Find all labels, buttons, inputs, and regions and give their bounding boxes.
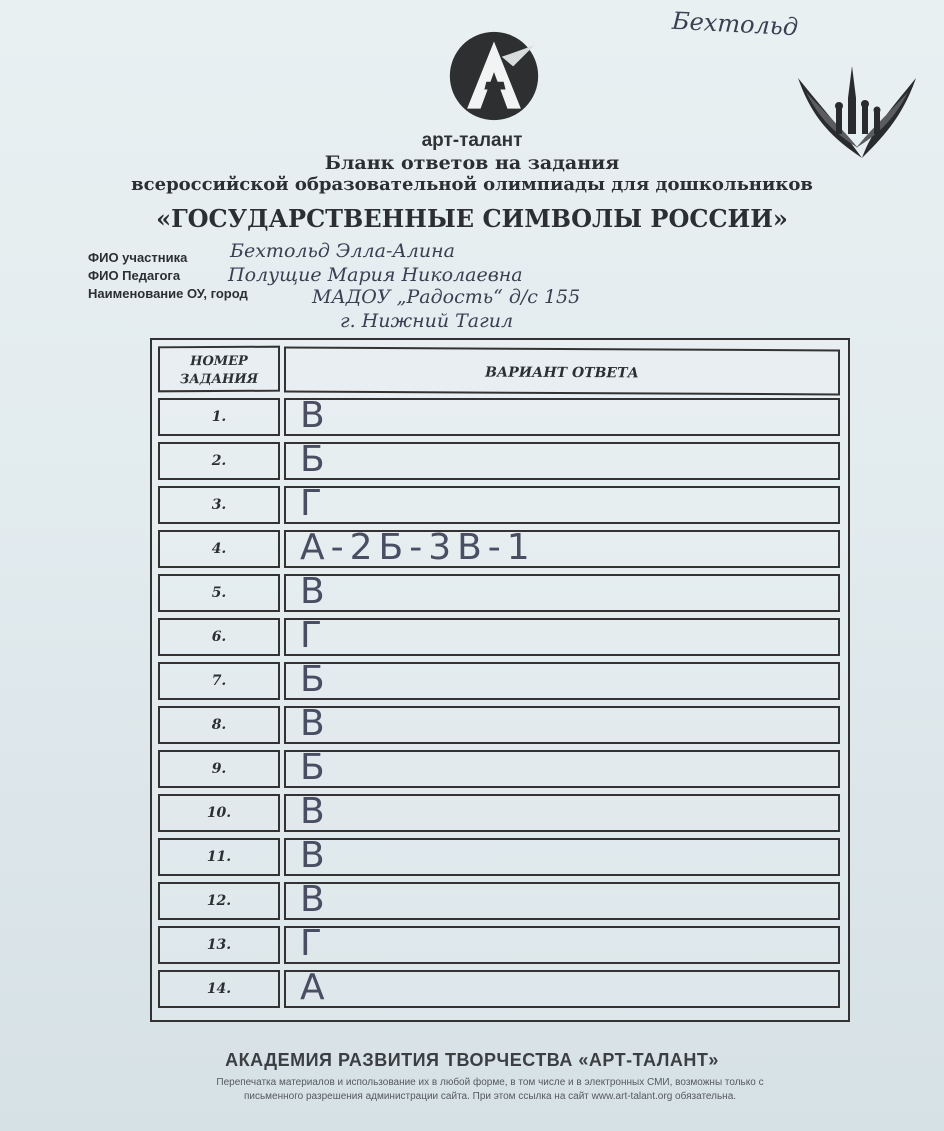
table-row [152, 703, 852, 746]
school-label: Наименование ОУ, город [88, 286, 248, 301]
teacher-value: Полущие Мария Николаевна [228, 264, 523, 286]
answer-text: В [300, 395, 327, 436]
school-value-line-1: МАДОУ „Радость“ д/с 155 [312, 286, 581, 308]
answer-cell [284, 483, 840, 524]
task-number: 2. [158, 442, 280, 480]
header-answer-variant: ВАРИАНТ ОТВЕТА [284, 347, 840, 396]
participant-value: Бехтольд Элла-Алина [230, 240, 455, 262]
footer-title: АКАДЕМИЯ РАЗВИТИЯ ТВОРЧЕСТВА «АРТ-ТАЛАНТ» [225, 1050, 719, 1070]
answer-text: В [300, 571, 327, 612]
answer-text: Г [300, 483, 324, 524]
olympiad-title: «ГОСУДАРСТВЕННЫЕ СИМВОЛЫ РОССИИ» [156, 204, 788, 233]
art-talant-logo-icon [446, 28, 542, 124]
answer-text: Б [300, 439, 327, 480]
answer-cell [284, 571, 840, 612]
answer-text: А-2Б-3В-1 [300, 527, 536, 568]
table-row [152, 923, 852, 966]
header-task-number-line-1: НОМЕР [190, 353, 248, 370]
task-number: 3. [158, 486, 280, 524]
brand-name: арт-талант [421, 130, 523, 151]
task-number: 7. [158, 662, 280, 700]
task-number: 1. [158, 398, 280, 436]
answer-cell [284, 395, 840, 436]
task-number: 5. [158, 574, 280, 612]
title-line-1: Бланк ответов на задания [324, 152, 620, 174]
task-number: 6. [158, 618, 280, 656]
table-row [152, 615, 852, 658]
table-row [152, 571, 852, 614]
task-number: 12. [158, 882, 280, 920]
task-number: 9. [158, 750, 280, 788]
task-number: 8. [158, 706, 280, 744]
answer-text: В [300, 703, 327, 744]
answer-cell [284, 659, 840, 700]
table-row [152, 483, 852, 526]
answer-cell [284, 747, 840, 788]
header-task-number-line-2: ЗАДАНИЯ [179, 371, 259, 388]
school-value-line-2: г. Нижний Тагил [340, 310, 514, 332]
answer-text: В [300, 835, 327, 876]
table-row [152, 967, 852, 1010]
task-number: 11. [158, 838, 280, 876]
task-number: 14. [158, 970, 280, 1008]
title-line-2: всероссийской образовательной олимпиады для дошкольников [131, 174, 813, 195]
answer-cell [284, 835, 840, 876]
table-row [152, 879, 852, 922]
participant-label: ФИО участника [88, 250, 188, 265]
answer-cell [284, 703, 840, 744]
answer-cell [284, 923, 840, 964]
answer-text: В [300, 791, 327, 832]
footer-line-1: Перепечатка материалов и использование их в любой форме, в том числе и в электронных СМИ, возможны только с [216, 1077, 764, 1088]
table-row [152, 791, 852, 834]
answer-cell [284, 439, 840, 480]
answer-cell [284, 879, 840, 920]
answer-cell [284, 791, 840, 832]
teacher-label: ФИО Педагога [88, 268, 181, 283]
answer-text: Г [300, 923, 324, 964]
answer-table [150, 338, 850, 1022]
task-number: 4. [158, 530, 280, 568]
answer-cell [284, 967, 840, 1008]
footer-line-2: письменного разрешения администрации сайта. При этом ссылка на сайт www.art-talant.org обязательна. [243, 1091, 737, 1102]
table-row [152, 439, 852, 482]
task-number: 10. [158, 794, 280, 832]
table-row [152, 659, 852, 702]
handwritten-surname-note: Бехтольд [671, 6, 799, 42]
table-row [152, 747, 852, 790]
answer-text: Б [300, 747, 327, 788]
footer-copyright [100, 1076, 880, 1104]
header-task-number [158, 346, 280, 393]
answer-text: Г [300, 615, 324, 656]
task-number: 13. [158, 926, 280, 964]
answer-cell [284, 527, 840, 568]
answer-cell [284, 615, 840, 656]
table-row [152, 835, 852, 878]
answer-text: В [300, 879, 327, 920]
table-row [152, 527, 852, 570]
answer-text: Б [300, 659, 327, 700]
answer-text: А [300, 967, 327, 1008]
table-row [152, 395, 852, 438]
